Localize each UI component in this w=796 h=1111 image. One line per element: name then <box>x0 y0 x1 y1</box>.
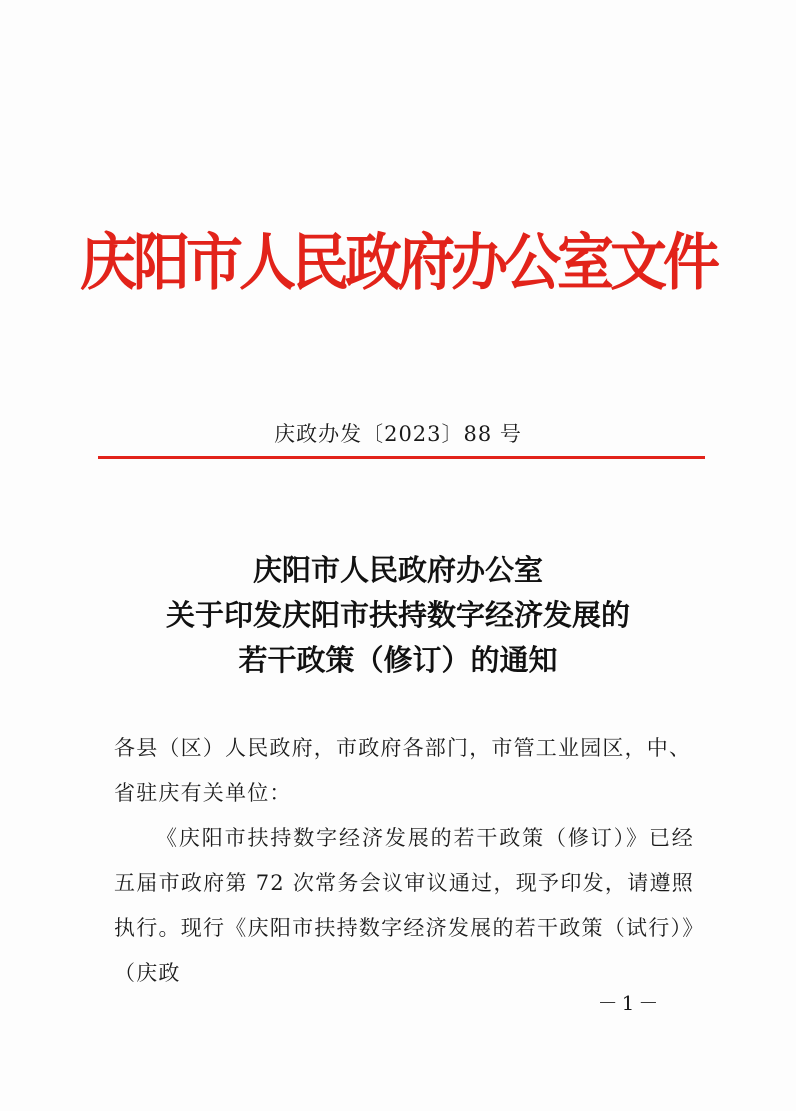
addressee-paragraph: 各县（区）人民政府，市政府各部门，市管工业园区，中、省驻庆有关单位： <box>114 736 692 805</box>
notice-title-line-2: 关于印发庆阳市扶持数字经济发展的 <box>165 598 630 632</box>
document-header-title: 庆阳市人民政府办公室文件 <box>80 227 716 299</box>
notice-title <box>0 548 796 683</box>
notice-title-line-3: 若干政策（修订）的通知 <box>238 643 558 677</box>
page-number: －1－ <box>597 991 663 1015</box>
document-number: 庆政办发〔2023〕88 号 <box>274 422 522 446</box>
red-separator-line <box>98 456 705 459</box>
body-paragraph: 《庆阳市扶持数字经济发展的若干政策（修订）》已经五届市政府第 72 次常务会议审议通过，现予印发，请遵照执行。现行《庆阳市扶持数字经济发展的若干政策（试行）》（庆政 <box>114 826 694 985</box>
notice-title-line-1: 庆阳市人民政府办公室 <box>252 553 543 587</box>
